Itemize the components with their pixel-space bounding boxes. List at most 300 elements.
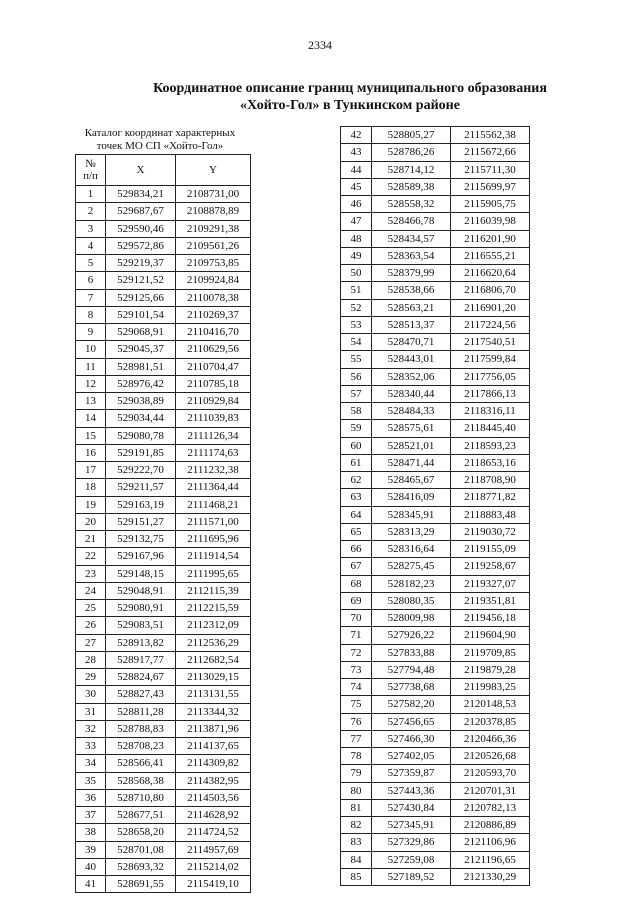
x-coordinate: 528471,44 [372,454,451,471]
table-row [76,703,251,720]
x-coordinate: 528080,35 [372,592,451,609]
x-coordinate: 528538,66 [372,282,451,299]
y-coordinate: 2109291,38 [176,220,251,237]
title-line-2: «Хойто-Гол» в Тункинском районе [240,98,460,113]
point-number: 79 [341,765,372,782]
y-coordinate: 2111571,00 [176,513,251,530]
x-coordinate: 528568,38 [106,772,176,789]
point-number: 57 [341,385,372,402]
y-coordinate: 2113344,32 [176,703,251,720]
point-number: 43 [341,144,372,161]
x-coordinate: 529045,37 [106,341,176,358]
table-row [341,178,530,195]
x-coordinate: 528708,23 [106,738,176,755]
x-coordinate: 528805,27 [372,127,451,144]
table-row [341,817,530,834]
point-number: 55 [341,351,372,368]
point-number: 24 [76,582,106,599]
point-number: 42 [341,127,372,144]
table-row [76,669,251,686]
x-coordinate: 528701,08 [106,841,176,858]
point-number: 49 [341,247,372,264]
y-coordinate: 2112115,39 [176,582,251,599]
y-coordinate: 2111995,65 [176,565,251,582]
y-coordinate: 2110629,56 [176,341,251,358]
x-coordinate: 528913,82 [106,634,176,651]
table-row [76,306,251,323]
table-row [76,772,251,789]
x-coordinate: 528827,43 [106,686,176,703]
table-row [341,868,530,885]
table-row [341,368,530,385]
x-coordinate: 527794,48 [372,661,451,678]
point-number: 13 [76,393,106,410]
x-coordinate: 529125,66 [106,289,176,306]
point-number: 63 [341,489,372,506]
y-coordinate: 2121106,96 [451,834,530,851]
x-coordinate: 528340,44 [372,385,451,402]
y-coordinate: 2111914,54 [176,548,251,565]
y-coordinate: 2115214,02 [176,858,251,875]
point-number: 34 [76,755,106,772]
x-coordinate: 528824,67 [106,669,176,686]
point-number: 76 [341,713,372,730]
x-coordinate: 528658,20 [106,824,176,841]
x-coordinate: 527345,91 [372,817,451,834]
y-coordinate: 2114503,56 [176,789,251,806]
y-coordinate: 2116806,70 [451,282,530,299]
y-coordinate: 2118593,23 [451,437,530,454]
y-coordinate: 2109561,26 [176,237,251,254]
table-row [76,444,251,461]
y-coordinate: 2120466,36 [451,730,530,747]
table-row [76,789,251,806]
x-coordinate: 528566,41 [106,755,176,772]
y-coordinate: 2118708,90 [451,472,530,489]
y-coordinate: 2112682,54 [176,651,251,668]
table-row [76,807,251,824]
table-row [341,265,530,282]
table-row [76,375,251,392]
point-number: 74 [341,679,372,696]
point-number: 2 [76,203,106,220]
y-coordinate: 2115562,38 [451,127,530,144]
table-row [76,186,251,203]
table-row [341,541,530,558]
y-coordinate: 2119030,72 [451,523,530,540]
y-coordinate: 2119258,67 [451,558,530,575]
y-coordinate: 2116039,98 [451,213,530,230]
document-title [0,80,640,114]
point-number: 39 [76,841,106,858]
header-x: X [106,155,176,186]
x-coordinate: 529222,70 [106,462,176,479]
x-coordinate: 529590,46 [106,220,176,237]
x-coordinate: 529083,51 [106,617,176,634]
table-row [76,755,251,772]
y-coordinate: 2117224,56 [451,316,530,333]
table-row [341,730,530,747]
x-coordinate: 527443,36 [372,782,451,799]
y-coordinate: 2115711,30 [451,161,530,178]
table-row [341,299,530,316]
table-row [76,617,251,634]
y-coordinate: 2110269,37 [176,306,251,323]
y-coordinate: 2119456,18 [451,610,530,627]
y-coordinate: 2108878,89 [176,203,251,220]
x-coordinate: 529167,96 [106,548,176,565]
table-row [76,427,251,444]
y-coordinate: 2111039,83 [176,410,251,427]
y-coordinate: 2120148,53 [451,696,530,713]
table-row [341,213,530,230]
x-coordinate: 528352,06 [372,368,451,385]
table-row [76,272,251,289]
x-coordinate: 529038,89 [106,393,176,410]
y-coordinate: 2119327,07 [451,575,530,592]
table-row [341,472,530,489]
x-coordinate: 527926,22 [372,627,451,644]
x-coordinate: 529132,75 [106,531,176,548]
table-row [76,548,251,565]
point-number: 48 [341,230,372,247]
y-coordinate: 2121196,65 [451,851,530,868]
y-coordinate: 2120701,31 [451,782,530,799]
y-coordinate: 2110785,18 [176,375,251,392]
table-row [341,523,530,540]
table-row [76,237,251,254]
point-number: 61 [341,454,372,471]
table-row [76,513,251,530]
x-coordinate: 529219,37 [106,255,176,272]
x-coordinate: 528563,21 [372,299,451,316]
x-coordinate: 528917,77 [106,651,176,668]
table-row [76,634,251,651]
x-coordinate: 527329,86 [372,834,451,851]
table-row [341,403,530,420]
x-coordinate: 529148,15 [106,565,176,582]
x-coordinate: 527582,20 [372,696,451,713]
y-coordinate: 2116201,90 [451,230,530,247]
y-coordinate: 2115419,10 [176,876,251,893]
y-coordinate: 2110416,70 [176,324,251,341]
x-coordinate: 528786,26 [372,144,451,161]
x-coordinate: 528275,45 [372,558,451,575]
y-coordinate: 2118771,82 [451,489,530,506]
table-row [76,841,251,858]
point-number: 36 [76,789,106,806]
point-number: 20 [76,513,106,530]
y-coordinate: 2117866,13 [451,385,530,402]
point-number: 23 [76,565,106,582]
table-row [76,686,251,703]
table-row [76,738,251,755]
y-coordinate: 2116555,21 [451,247,530,264]
x-coordinate: 528466,78 [372,213,451,230]
y-coordinate: 2111695,96 [176,531,251,548]
x-coordinate: 527738,68 [372,679,451,696]
table-row [341,834,530,851]
table-row [76,220,251,237]
x-coordinate: 528710,80 [106,789,176,806]
table-row [341,351,530,368]
y-coordinate: 2120782,13 [451,799,530,816]
y-coordinate: 2112312,09 [176,617,251,634]
table-row [76,358,251,375]
y-coordinate: 2114724,52 [176,824,251,841]
y-coordinate: 2119351,81 [451,592,530,609]
point-number: 82 [341,817,372,834]
x-coordinate: 528379,99 [372,265,451,282]
point-number: 1 [76,186,106,203]
table-row [341,489,530,506]
point-number: 73 [341,661,372,678]
point-number: 46 [341,196,372,213]
table-row [341,575,530,592]
point-number: 11 [76,358,106,375]
x-coordinate: 527833,88 [372,644,451,661]
point-number: 41 [76,876,106,893]
y-coordinate: 2117756,05 [451,368,530,385]
y-coordinate: 2117540,51 [451,334,530,351]
table-row [341,420,530,437]
point-number: 38 [76,824,106,841]
point-number: 66 [341,541,372,558]
point-number: 75 [341,696,372,713]
point-number: 37 [76,807,106,824]
x-coordinate: 528521,01 [372,437,451,454]
point-number: 3 [76,220,106,237]
y-coordinate: 2111468,21 [176,496,251,513]
point-number: 69 [341,592,372,609]
x-coordinate: 528470,71 [372,334,451,351]
y-coordinate: 2119604,90 [451,627,530,644]
point-number: 80 [341,782,372,799]
y-coordinate: 2114382,95 [176,772,251,789]
header-y: Y [176,155,251,186]
y-coordinate: 2115672,66 [451,144,530,161]
y-coordinate: 2119983,25 [451,679,530,696]
x-coordinate: 528788,83 [106,720,176,737]
point-number: 58 [341,403,372,420]
point-number: 18 [76,479,106,496]
table-row [76,824,251,841]
point-number: 65 [341,523,372,540]
x-coordinate: 528589,38 [372,178,451,195]
y-coordinate: 2118883,48 [451,506,530,523]
catalog-caption: Каталог координат характерных точек МО СП «Хойто-Гол» [84,127,236,152]
point-number: 56 [341,368,372,385]
x-coordinate: 528976,42 [106,375,176,392]
table-row [76,341,251,358]
table-row [341,282,530,299]
table-row [341,661,530,678]
point-number: 44 [341,161,372,178]
x-coordinate: 528443,01 [372,351,451,368]
y-coordinate: 2120378,85 [451,713,530,730]
x-coordinate: 527402,05 [372,748,451,765]
x-coordinate: 528363,54 [372,247,451,264]
point-number: 15 [76,427,106,444]
point-number: 8 [76,306,106,323]
x-coordinate: 529834,21 [106,186,176,203]
y-coordinate: 2112215,59 [176,600,251,617]
x-coordinate: 528691,55 [106,876,176,893]
point-number: 33 [76,738,106,755]
table-row [76,858,251,875]
table-row [341,144,530,161]
table-row [341,765,530,782]
y-coordinate: 2119155,09 [451,541,530,558]
point-number: 32 [76,720,106,737]
point-number: 64 [341,506,372,523]
x-coordinate: 528316,64 [372,541,451,558]
table-row [76,462,251,479]
x-coordinate: 529191,85 [106,444,176,461]
point-number: 67 [341,558,372,575]
y-coordinate: 2109924,84 [176,272,251,289]
y-coordinate: 2117599,84 [451,351,530,368]
x-coordinate: 529687,67 [106,203,176,220]
point-number: 59 [341,420,372,437]
x-coordinate: 528434,57 [372,230,451,247]
y-coordinate: 2114628,92 [176,807,251,824]
point-number: 29 [76,669,106,686]
y-coordinate: 2114957,69 [176,841,251,858]
table-row [76,410,251,427]
point-number: 31 [76,703,106,720]
x-coordinate: 527430,84 [372,799,451,816]
point-number: 78 [341,748,372,765]
x-coordinate: 527189,52 [372,868,451,885]
y-coordinate: 2110704,47 [176,358,251,375]
table-row [341,679,530,696]
point-number: 14 [76,410,106,427]
point-number: 71 [341,627,372,644]
table-row [76,479,251,496]
table-row [341,627,530,644]
x-coordinate: 529048,91 [106,582,176,599]
table-row [341,334,530,351]
y-coordinate: 2108731,00 [176,186,251,203]
y-coordinate: 2113029,15 [176,669,251,686]
y-coordinate: 2111126,34 [176,427,251,444]
table-row [76,720,251,737]
x-coordinate: 529211,57 [106,479,176,496]
point-number: 9 [76,324,106,341]
point-number: 22 [76,548,106,565]
x-coordinate: 528575,61 [372,420,451,437]
x-coordinate: 529080,91 [106,600,176,617]
y-coordinate: 2120593,70 [451,765,530,782]
point-number: 62 [341,472,372,489]
x-coordinate: 529572,86 [106,237,176,254]
coordinates-table-right [340,126,530,886]
y-coordinate: 2118653,16 [451,454,530,471]
x-coordinate: 529151,27 [106,513,176,530]
table-row [341,161,530,178]
y-coordinate: 2110078,38 [176,289,251,306]
point-number: 30 [76,686,106,703]
point-number: 6 [76,272,106,289]
header-number-symbol: № [85,158,96,170]
table-row [341,437,530,454]
y-coordinate: 2112536,29 [176,634,251,651]
page-number: 2334 [308,38,332,52]
y-coordinate: 2111364,44 [176,479,251,496]
x-coordinate: 528677,51 [106,807,176,824]
point-number: 68 [341,575,372,592]
table-row [341,713,530,730]
y-coordinate: 2114309,82 [176,755,251,772]
point-number: 10 [76,341,106,358]
table-row [341,782,530,799]
table-row [341,316,530,333]
point-number: 47 [341,213,372,230]
x-coordinate: 528313,29 [372,523,451,540]
point-number: 7 [76,289,106,306]
table-row [341,454,530,471]
x-coordinate: 528558,32 [372,196,451,213]
point-number: 77 [341,730,372,747]
table-row [341,696,530,713]
table-row [76,203,251,220]
x-coordinate: 528484,33 [372,403,451,420]
point-number: 84 [341,851,372,868]
y-coordinate: 2111232,38 [176,462,251,479]
x-coordinate: 528009,98 [372,610,451,627]
point-number: 60 [341,437,372,454]
y-coordinate: 2118316,11 [451,403,530,420]
point-number: 45 [341,178,372,195]
table-row [341,748,530,765]
table-row [341,385,530,402]
y-coordinate: 2119879,28 [451,661,530,678]
point-number: 72 [341,644,372,661]
y-coordinate: 2110929,84 [176,393,251,410]
x-coordinate: 528513,37 [372,316,451,333]
table-row [341,799,530,816]
point-number: 40 [76,858,106,875]
table-row [76,876,251,893]
y-coordinate: 2116620,64 [451,265,530,282]
x-coordinate: 527466,30 [372,730,451,747]
y-coordinate: 2115699,97 [451,178,530,195]
x-coordinate: 528182,23 [372,575,451,592]
point-number: 53 [341,316,372,333]
point-number: 35 [76,772,106,789]
y-coordinate: 2113131,55 [176,686,251,703]
x-coordinate: 529101,54 [106,306,176,323]
table-row [341,127,530,144]
point-number: 16 [76,444,106,461]
y-coordinate: 2120526,68 [451,748,530,765]
y-coordinate: 2119709,85 [451,644,530,661]
coordinates-table-left [75,154,251,893]
table-row [76,600,251,617]
table-row [76,531,251,548]
point-number: 28 [76,651,106,668]
table-header-row [76,155,251,186]
y-coordinate: 2111174,63 [176,444,251,461]
y-coordinate: 2113871,96 [176,720,251,737]
point-number: 26 [76,617,106,634]
y-coordinate: 2121330,29 [451,868,530,885]
table-row [76,565,251,582]
x-coordinate: 529121,52 [106,272,176,289]
table-row [341,230,530,247]
point-number: 5 [76,255,106,272]
